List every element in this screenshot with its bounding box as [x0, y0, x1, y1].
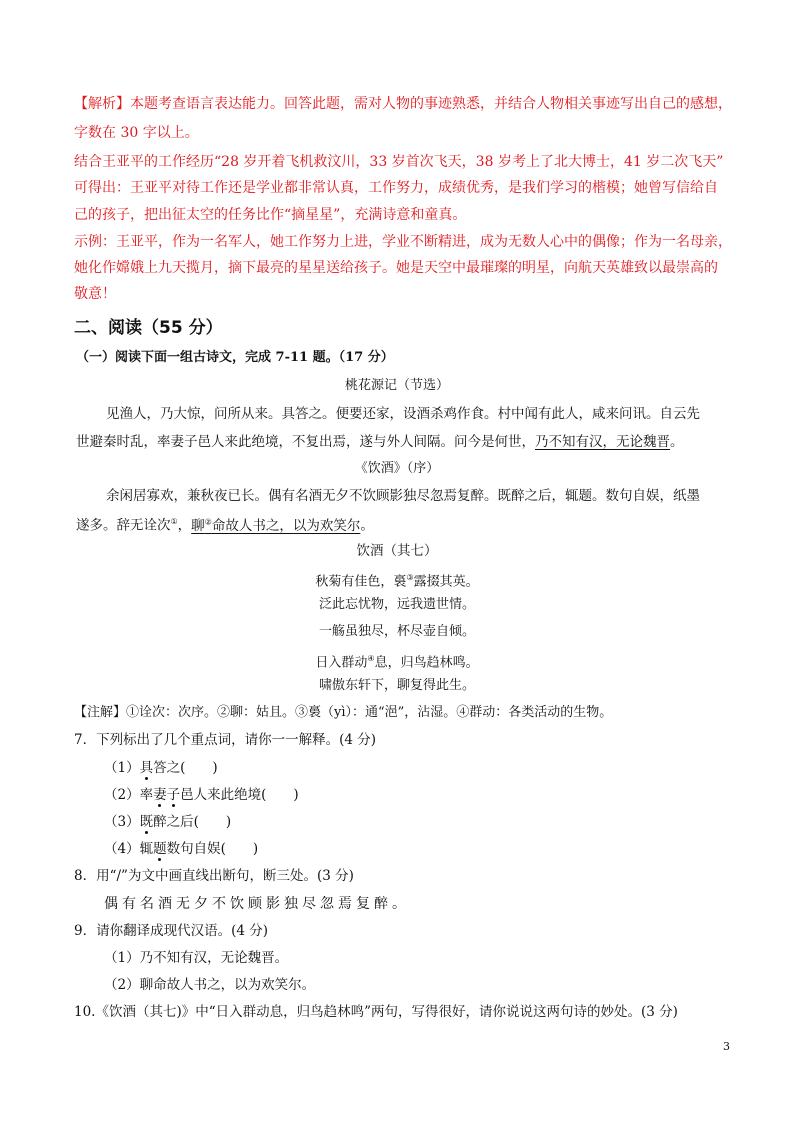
item-number: （1）: [104, 760, 140, 776]
annotation-notes: 【注解】①诠次：次序。②聊：姑且。③裛（yì）：通“浥”，沾湿。④群动：各类活动的生物。: [74, 705, 613, 720]
key-word: 既: [139, 814, 154, 830]
question-7-item-4: [104, 839, 258, 859]
poem-line-1: [0, 568, 794, 592]
analysis-line-8: 敬意！: [74, 286, 116, 302]
taohua-text: 世避秦时乱，率妻子邑人来此绝境，不复出焉，遂与外人间隔。问今是何世，: [76, 434, 535, 450]
key-word: 妻: [153, 787, 167, 803]
item-rest: 醉之后( ): [153, 814, 232, 830]
question-9-item-2: （2）聊命故人书之，以为欢笑尔。: [104, 977, 316, 993]
analysis-line-4: 可得出：王亚平对待工作还是学业都非常认真，工作努力，成绩优秀，是我们学习的楷模；她曾写信给自: [74, 180, 718, 196]
taohua-title: 桃花源记（节选）: [344, 378, 449, 393]
poem-line-4-b: 息，归鸟趋林鸣。: [374, 655, 479, 671]
underlined-char: 聊: [191, 517, 205, 534]
poem-line-1-a: 秋菊有佳色，裛: [315, 574, 407, 590]
item-rest: 答之( ): [153, 760, 218, 776]
poem-line-4-a: 日入群动: [315, 655, 368, 671]
preface-text: 遂多。辞无诠次: [76, 517, 171, 534]
section-subheading: （一）阅读下面一组古诗文，完成 7-11 题。（17 分）: [76, 350, 394, 365]
analysis-line-2: 字数在 30 字以上。: [74, 125, 199, 141]
question-9: 9．请你翻译成现代汉语。(4 分): [74, 923, 269, 939]
page-number: 3: [723, 1040, 730, 1053]
key-word: 题: [153, 841, 167, 857]
poem-line-2: 泛此忘忧物，远我遗世情。: [318, 597, 475, 612]
key-word: 子: [166, 787, 181, 803]
question-8-text: 偶有名酒无夕不饮顾影独尽忽焉复醉。: [104, 896, 410, 912]
key-word: 具: [139, 760, 154, 776]
item-number: （2）率: [104, 787, 154, 803]
question-10: 10.《饮酒（其七)》中“日入群动息，归鸟趋林鸣”两句，写得很好，请你说说这两句诗的妙处。(3 分): [74, 1004, 678, 1020]
preface-comma: ，: [177, 517, 192, 534]
item-number: （3）: [104, 814, 140, 830]
footnote-marker-1: ①: [170, 517, 178, 526]
question-7-item-1: [104, 758, 218, 778]
footnote-marker-4: ④: [367, 654, 375, 663]
analysis-line-5: 己的孩子，把出征太空的任务比作“摘星星”，充满诗意和童真。: [74, 207, 467, 223]
analysis-line-3: 结合王亚平的工作经历“28 岁开着飞机救汶川，33 岁首次飞天，38 岁考上了北大博士，41 岁二次飞天”: [74, 154, 724, 170]
item-number: （4）辄: [104, 841, 154, 857]
taohua-text-end: 。: [670, 434, 684, 450]
taohua-paragraph-line-2: [76, 432, 684, 452]
taohua-paragraph-line-1: 见渔人，乃大惊，问所从来。具答之。便要还家，设酒杀鸡作食。村中闻有此人，咸来问讯。自云先: [106, 406, 700, 422]
underlined-sentence-preface: [191, 518, 360, 534]
item-rest: 邑人来此绝境( ): [180, 787, 299, 803]
question-7: 7．下列标出了几个重点词，请你一一解释。(4 分): [74, 732, 377, 748]
question-8: 8．用“/”为文中画直线出断句，断三处。(3 分): [74, 868, 354, 884]
preface-title: 《饮酒》（序）: [354, 461, 440, 476]
poem-line-4: [0, 649, 794, 673]
preface-line-2: [76, 512, 374, 536]
underlined-rest: 命故人书之，以为欢笑尔: [211, 517, 361, 534]
poem-line-5: 啸傲东轩下，聊复得此生。: [318, 678, 475, 693]
poem-line-1-b: 露掇其英。: [413, 574, 479, 590]
preface-end: 。: [360, 517, 374, 534]
preface-line-1: 余闲居寡欢，兼秋夜已长。偶有名酒无夕不饮顾影独尽忽焉复醉。既醉之后，辄题。数句自娱，纸墨: [106, 488, 700, 504]
analysis-line-7: 她化作嫦娥上九天揽月，摘下最亮的星星送给孩子。她是天空中最璀璨的明星，向航天英雄致以最崇高的: [74, 260, 718, 276]
question-9-item-1: （1）乃不知有汉，无论魏晋。: [104, 950, 289, 966]
underlined-sentence: 乃不知有汉，无论魏晋: [535, 434, 670, 450]
analysis-line-6: 示例：王亚平，作为一名军人，她工作努力上进，学业不断精进，成为无数人心中的偶像；作为一名母亲，: [74, 234, 732, 250]
poem-line-3: 一觞虽独尽，杯尽壶自倾。: [318, 624, 475, 639]
poem-title: 饮酒（其七）: [356, 543, 438, 559]
footnote-marker-2: ②: [204, 517, 212, 526]
footnote-marker-3: ③: [406, 573, 414, 582]
section-heading: 二、阅读（55 分）: [74, 318, 223, 338]
analysis-line-1: 【解析】本题考查语言表达能力。回答此题，需对人物的事迹熟悉，并结合人物相关事迹写出自己的感想，: [74, 96, 732, 112]
item-rest: 数句自娱( ): [166, 841, 259, 857]
question-7-item-3: [104, 812, 231, 832]
question-7-item-2: [104, 785, 299, 805]
